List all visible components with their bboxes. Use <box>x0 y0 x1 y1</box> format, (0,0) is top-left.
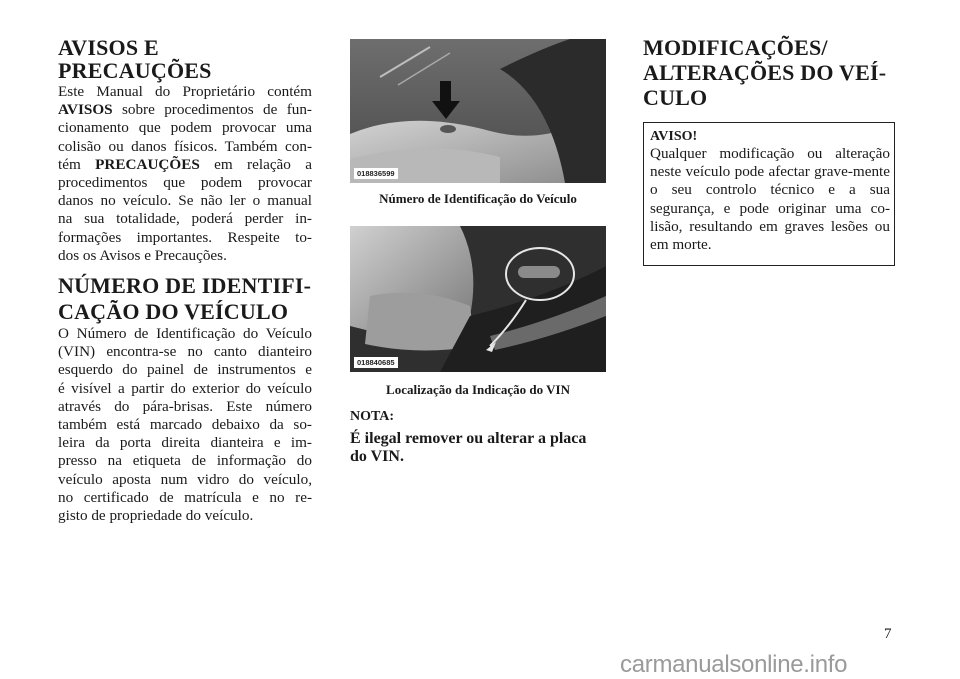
text-run: dos os Avisos e Precauções. <box>58 246 227 264</box>
vin-line: veículo aposta num vidro do veículo, <box>58 470 312 488</box>
warning-text: Qualquer modificação ou alteração neste veículo pode afectar grave-mente o seu controlo técnico e a sua segurança, e pode originar uma co-lisão, resultando em graves lesões ou em morte. <box>650 145 890 254</box>
photo1-id: 018836599 <box>354 168 398 179</box>
warnings-line <box>58 229 312 247</box>
warnings-line <box>58 156 312 174</box>
note-title: NOTA: <box>350 409 395 424</box>
vin-line: gisto de propriedade do veículo. <box>58 507 254 525</box>
watermark: carmanualsonline.info <box>620 651 848 678</box>
text-run: na sua totalidade, poderá perder in- <box>58 210 312 228</box>
warning-box <box>643 122 895 266</box>
page-number: 7 <box>884 626 892 642</box>
text-run: danos no veículo. Se não ler o manual <box>58 192 312 210</box>
warnings-line <box>58 174 312 192</box>
vin-paragraph <box>58 325 312 525</box>
warnings-paragraph <box>58 83 312 265</box>
bold-term: AVISOS <box>58 101 113 119</box>
vin-line: no certificado de matrícula e no re- <box>58 488 312 506</box>
left-column <box>58 36 312 525</box>
heading-modifications-line3: CULO <box>643 85 708 110</box>
text-run: em relação a <box>199 155 312 173</box>
windshield-illustration <box>350 39 606 183</box>
warnings-line <box>58 192 312 210</box>
heading-vin-line2: CAÇÃO DO VEÍCULO <box>58 299 289 325</box>
heading-modifications-line2: ALTERAÇÕES DO VEÍ- <box>643 60 887 85</box>
text-run: formações importantes. Respeite to- <box>58 228 312 246</box>
vin-line: leira da porta direita dianteira e im- <box>58 434 312 452</box>
warnings-line <box>58 101 312 119</box>
warnings-line <box>58 83 312 101</box>
vin-sill-photo <box>350 226 606 372</box>
vin-line: esquerdo do painel de instrumentos e <box>58 361 312 379</box>
door-sill-illustration <box>350 226 606 372</box>
photo2-caption: Localização da Indicação do VIN <box>386 382 570 397</box>
text-run: Este Manual do Proprietário contém <box>58 83 312 100</box>
warning-title: AVISO! <box>650 129 698 144</box>
warnings-line <box>58 247 312 265</box>
warnings-line <box>58 210 312 228</box>
warnings-line <box>58 138 312 156</box>
middle-column <box>350 39 606 466</box>
note-text: É ilegal remover ou alterar a placa do VIN. <box>350 430 587 465</box>
heading-vin-line1: NÚMERO DE IDENTIFI- <box>58 273 312 299</box>
vin-line: é visível a partir do exterior do veículo <box>58 379 312 397</box>
photo2-id: 018840685 <box>354 357 398 368</box>
vin-line: (VIN) encontra-se no canto dianteiro <box>58 343 312 361</box>
bold-term: PRECAUÇÕES <box>95 155 200 173</box>
vin-line: através do pára-brisas. Este número <box>58 397 312 415</box>
heading-modifications-line1: MODIFICAÇÕES/ <box>643 35 828 60</box>
vin-windshield-photo <box>350 39 606 183</box>
text-run: colisão ou danos físicos. Também con- <box>58 137 312 155</box>
heading-warnings: AVISOS E PRECAUÇÕES <box>58 35 212 83</box>
warnings-line <box>58 119 312 137</box>
text-run: sobre procedimentos de fun- <box>112 101 312 119</box>
vin-line: O Número de Identificação do Veículo <box>58 325 312 343</box>
text-run: cionamento que podem provocar uma <box>58 119 312 137</box>
text-run: tém <box>58 155 96 173</box>
photo1-caption: Número de Identificação do Veículo <box>379 191 577 206</box>
right-column <box>643 36 897 109</box>
vin-line: presso na etiqueta de informação do <box>58 452 312 470</box>
text-run: procedimentos que podem provocar <box>58 174 312 192</box>
vin-line: também está marcado debaixo da so- <box>58 416 312 434</box>
